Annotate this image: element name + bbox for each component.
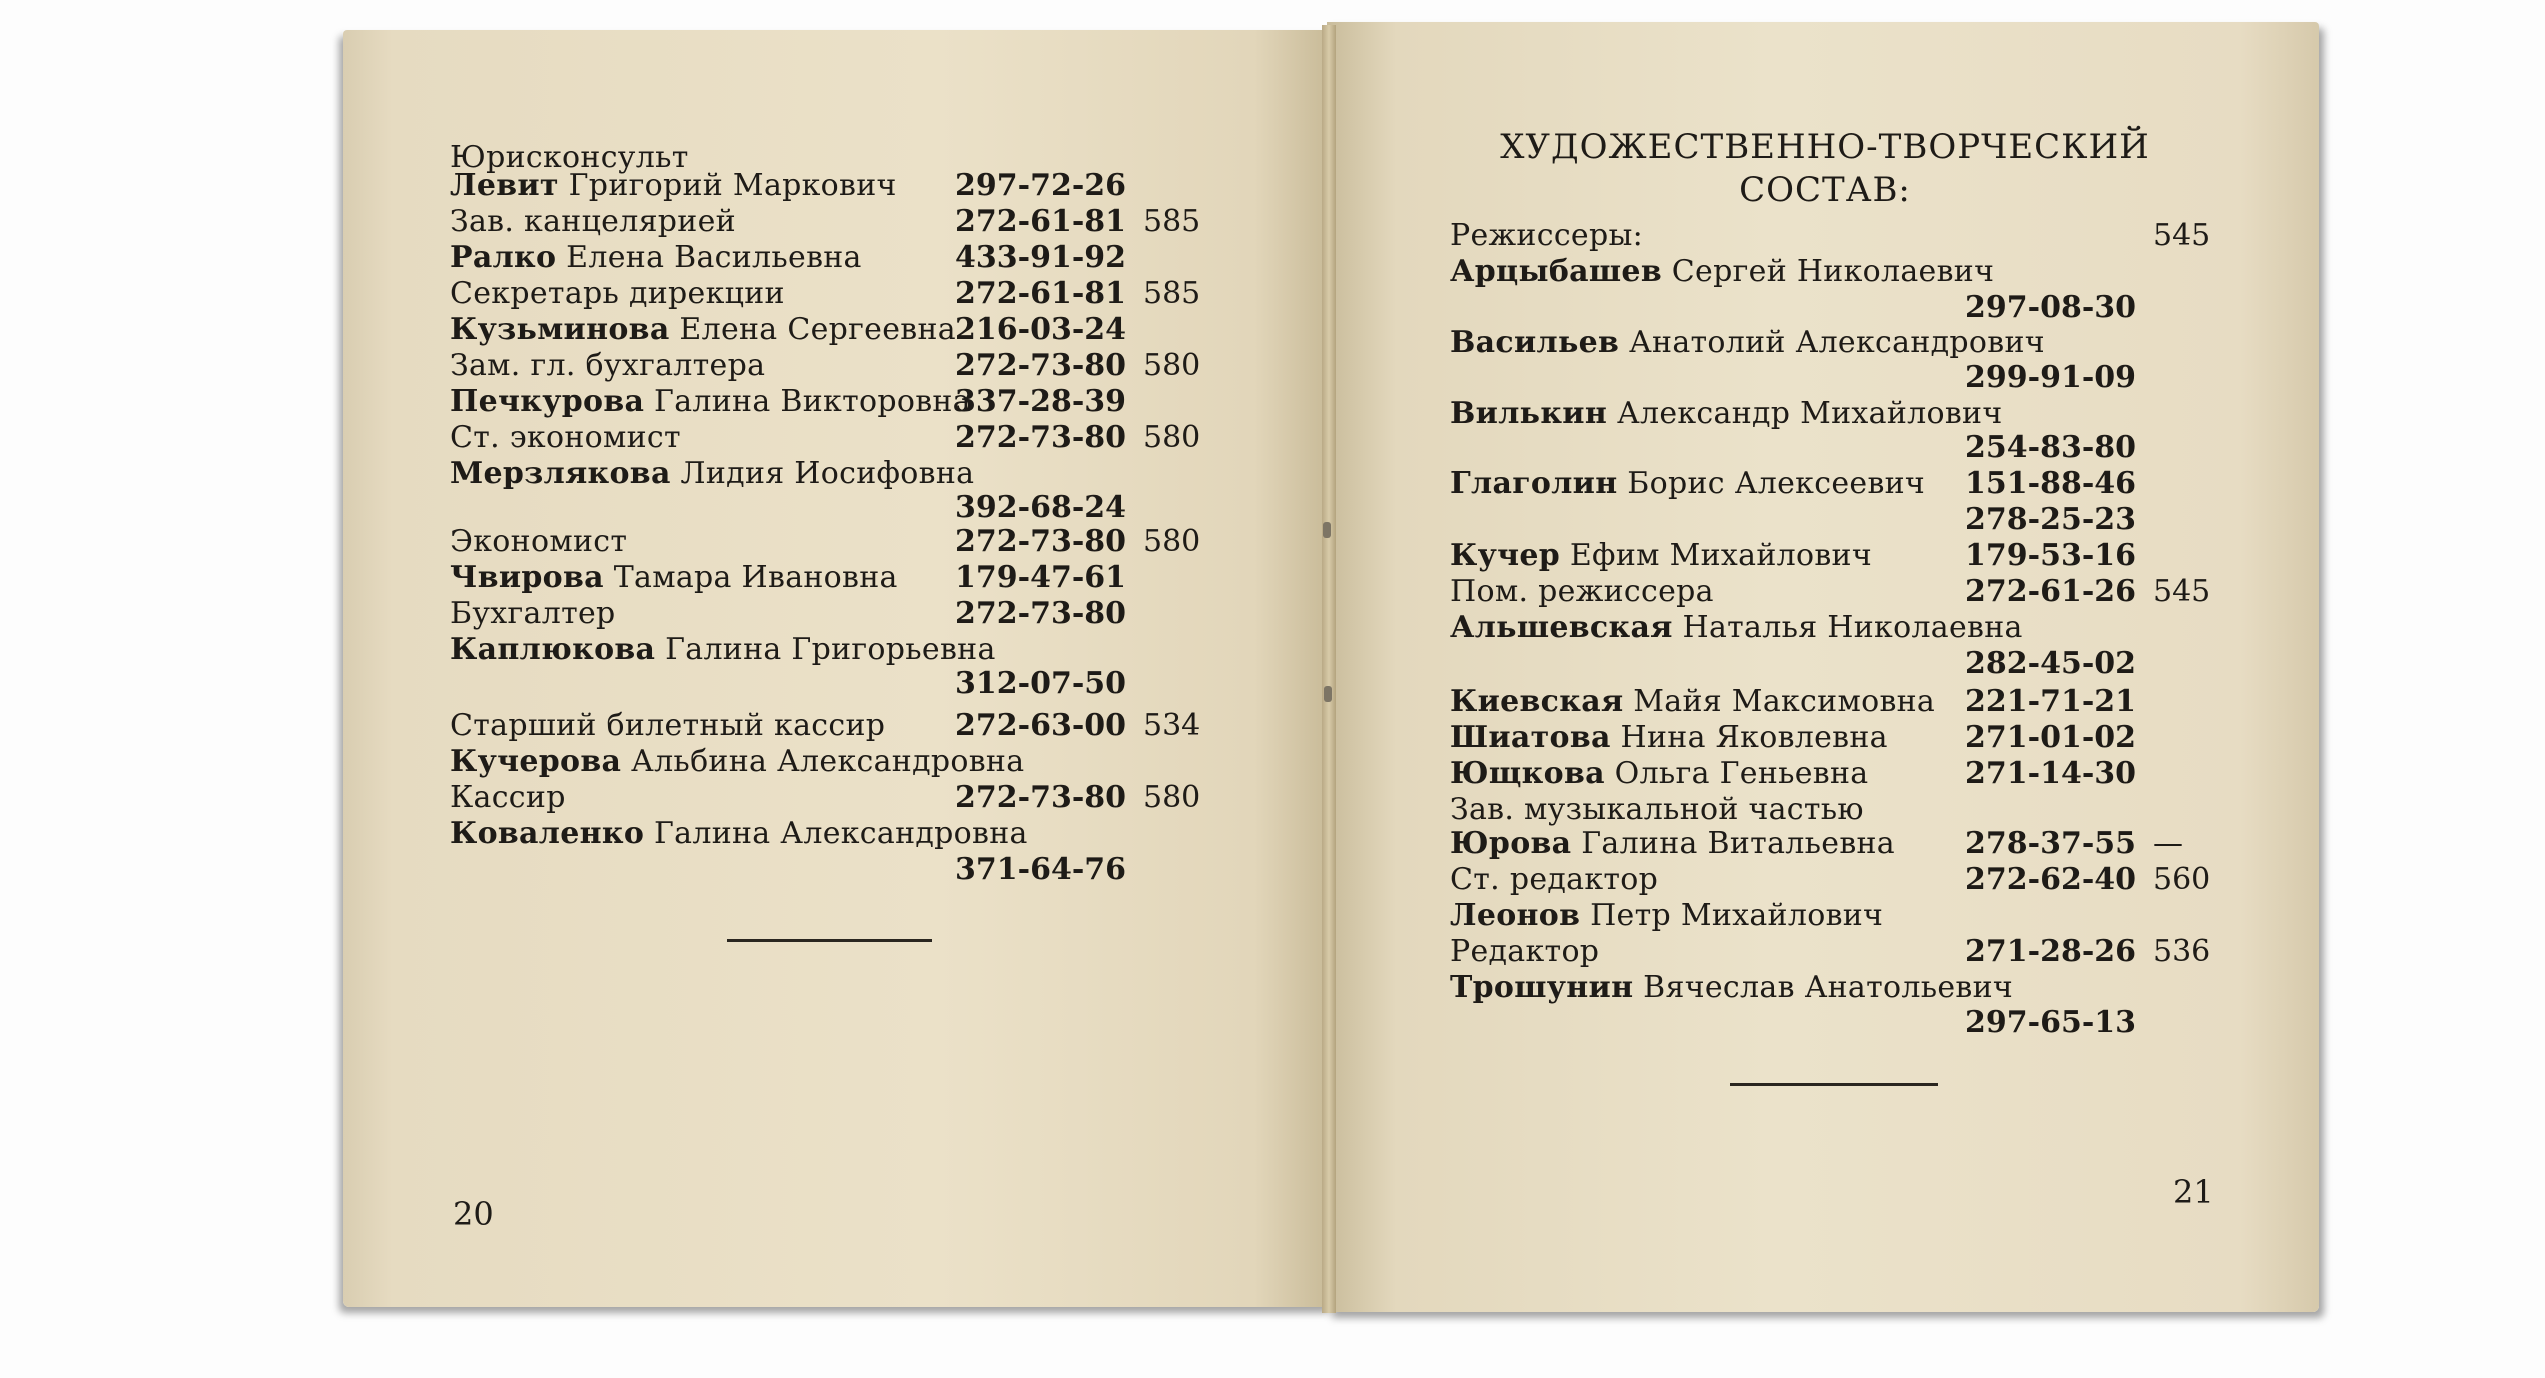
phone-number: 272-73-80: [955, 348, 1127, 383]
person-name: [450, 240, 862, 276]
phone-number: 272-73-80: [955, 524, 1127, 559]
extension-number: 585: [1143, 276, 1201, 311]
phone-number: 282-45-02: [1965, 646, 2137, 681]
surname: Печкурова: [450, 384, 645, 419]
phone-number: 297-08-30: [1965, 290, 2137, 325]
position-title: Пом. режиссера: [1450, 574, 1714, 609]
phone-number: 272-73-80: [955, 420, 1127, 455]
given-names: Григорий Маркович: [558, 168, 897, 203]
person-name: [1450, 826, 1895, 862]
person-name: [1450, 396, 2002, 432]
given-names: Альбина Александровна: [621, 744, 1025, 779]
person-name: [1450, 970, 2013, 1006]
right-page: [1327, 22, 2319, 1312]
surname: Кучерова: [450, 744, 622, 779]
surname: Васильев: [1450, 325, 1620, 360]
given-names: Тамара Ивановна: [603, 560, 898, 595]
person-name: [1450, 684, 1935, 720]
divider-rule: [1730, 1083, 1938, 1086]
surname: Мерзлякова: [450, 456, 671, 491]
person-name: [450, 632, 996, 668]
person-name: [450, 744, 1024, 780]
given-names: Борис Алексеевич: [1617, 466, 1926, 501]
given-names: Елена Васильевна: [556, 240, 862, 275]
position-title: Зав. канцелярией: [450, 204, 736, 239]
phone-number: 272-63-00: [955, 708, 1127, 743]
surname: Юрова: [1450, 826, 1572, 861]
extension-number: 536: [2153, 934, 2211, 969]
person-name: [1450, 720, 1888, 756]
person-name: [1450, 898, 1883, 934]
position-title: Зам. гл. бухгалтера: [450, 348, 766, 383]
page-number: 20: [453, 1195, 494, 1233]
surname: Шиатова: [1450, 720, 1611, 755]
given-names: Елена Сергеевна: [669, 312, 956, 347]
given-names: Галина Григорьевна: [655, 632, 996, 667]
phone-number: 371-64-76: [955, 852, 1127, 887]
phone-number: 216-03-24: [955, 312, 1127, 347]
phone-number: 272-61-26: [1965, 574, 2137, 609]
given-names: Ефим Михайлович: [1560, 538, 1872, 573]
given-names: Галина Александровна: [644, 816, 1028, 851]
phone-number: 312-07-50: [955, 666, 1127, 701]
phone-number: 254-83-80: [1965, 430, 2137, 465]
extension-number: 545: [2153, 574, 2211, 609]
position-title: Зав. музыкальной частью: [1450, 792, 1864, 827]
person-name: [1450, 538, 1872, 574]
extension-number: 585: [1143, 204, 1201, 239]
extension-number: 580: [1143, 420, 1201, 455]
page-number: 21: [2173, 1173, 2214, 1211]
person-name: [450, 168, 897, 204]
staple-bottom: [1324, 686, 1332, 702]
position-title: Кассир: [450, 780, 566, 815]
section-title-second-line: СОСТАВ:: [1739, 170, 1911, 210]
given-names: Лидия Иосифовна: [670, 456, 975, 491]
person-name: [450, 560, 898, 596]
phone-number: 272-61-81: [955, 204, 1127, 239]
person-name: [450, 456, 974, 492]
given-names: Вячеслав Анатольевич: [1633, 970, 2014, 1005]
person-name: [1450, 756, 1868, 792]
surname: Чвирова: [450, 560, 604, 595]
surname: Леонов: [1450, 898, 1581, 933]
surname: Коваленко: [450, 816, 645, 851]
given-names: Нина Яковлевна: [1610, 720, 1888, 755]
surname: Вилькин: [1450, 396, 1608, 431]
book-spine: [1322, 25, 1336, 1313]
position-title: Режиссеры:: [1450, 218, 1644, 253]
person-name: [450, 816, 1028, 852]
surname: Левит: [450, 168, 559, 203]
phone-number: 392-68-24: [955, 490, 1127, 525]
phone-number: 433-91-92: [955, 240, 1127, 275]
section-heading: Юрисконсульт: [450, 140, 689, 175]
phone-number: 297-65-13: [1965, 1005, 2137, 1040]
extension-number: 580: [1143, 524, 1201, 559]
phone-number: 179-53-16: [1965, 538, 2137, 573]
position-title: Ст. редактор: [1450, 862, 1659, 897]
surname: Ралко: [450, 240, 557, 275]
given-names: Петр Михайлович: [1580, 898, 1884, 933]
position-title: Редактор: [1450, 934, 1600, 969]
phone-number: 278-25-23: [1965, 502, 2137, 537]
phone-number: 297-72-26: [955, 168, 1127, 203]
person-name: [1450, 466, 1925, 502]
position-title: Экономист: [450, 524, 628, 559]
phone-number: 179-47-61: [955, 560, 1127, 595]
phone-number: 272-73-80: [955, 780, 1127, 815]
given-names: Александр Михайлович: [1607, 396, 2003, 431]
person-name: [1450, 325, 2045, 361]
extension-number: 560: [2153, 862, 2211, 897]
surname: Киевская: [1450, 684, 1624, 719]
surname: Трошунин: [1450, 970, 1634, 1005]
surname: Ющкова: [1450, 756, 1605, 791]
staple-top: [1323, 522, 1331, 538]
phone-number: 299-91-09: [1965, 360, 2137, 395]
divider-rule: [727, 939, 932, 942]
given-names: Галина Витальевна: [1571, 826, 1895, 861]
given-names: Ольга Геньевна: [1604, 756, 1869, 791]
given-names: Анатолий Александрович: [1619, 325, 2045, 360]
person-name: [450, 384, 971, 420]
phone-number: 271-14-30: [1965, 756, 2137, 791]
surname: Альшевская: [1450, 610, 1673, 645]
phone-number: 271-01-02: [1965, 720, 2137, 755]
surname: Арцыбашев: [1450, 254, 1662, 289]
position-title: Секретарь дирекции: [450, 276, 785, 311]
phone-number: 221-71-21: [1965, 684, 2137, 719]
phone-number: 278-37-55: [1965, 826, 2137, 861]
phone-number: 272-61-81: [955, 276, 1127, 311]
person-name: [1450, 610, 2023, 646]
phone-number: 272-62-40: [1965, 862, 2137, 897]
person-name: [450, 312, 956, 348]
position-title: Старший билетный кассир: [450, 708, 886, 743]
surname: Каплюкова: [450, 632, 656, 667]
extension-number: 534: [1143, 708, 1201, 743]
position-title: Бухгалтер: [450, 596, 616, 631]
phone-number: 272-73-80: [955, 596, 1127, 631]
surname: Кузьминова: [450, 312, 670, 347]
extension-number: 580: [1143, 348, 1201, 383]
phone-number: 337-28-39: [955, 384, 1127, 419]
extension-number: 580: [1143, 780, 1201, 815]
person-name: [1450, 254, 1994, 290]
phone-number: 271-28-26: [1965, 934, 2137, 969]
surname: Глаголин: [1450, 466, 1618, 501]
given-names: Наталья Николаевна: [1672, 610, 2023, 645]
given-names: Галина Викторовна: [644, 384, 971, 419]
given-names: Майя Максимовна: [1623, 684, 1936, 719]
section-title: ХУДОЖЕСТВЕННО-ТВОРЧЕСКИЙ: [1500, 127, 2150, 167]
given-names: Сергей Николаевич: [1661, 254, 1995, 289]
extension-number: —: [2153, 826, 2183, 861]
surname: Кучер: [1450, 538, 1561, 573]
position-title: Ст. экономист: [450, 420, 681, 455]
extension-number: 545: [2153, 218, 2211, 253]
phone-number: 151-88-46: [1965, 466, 2137, 501]
